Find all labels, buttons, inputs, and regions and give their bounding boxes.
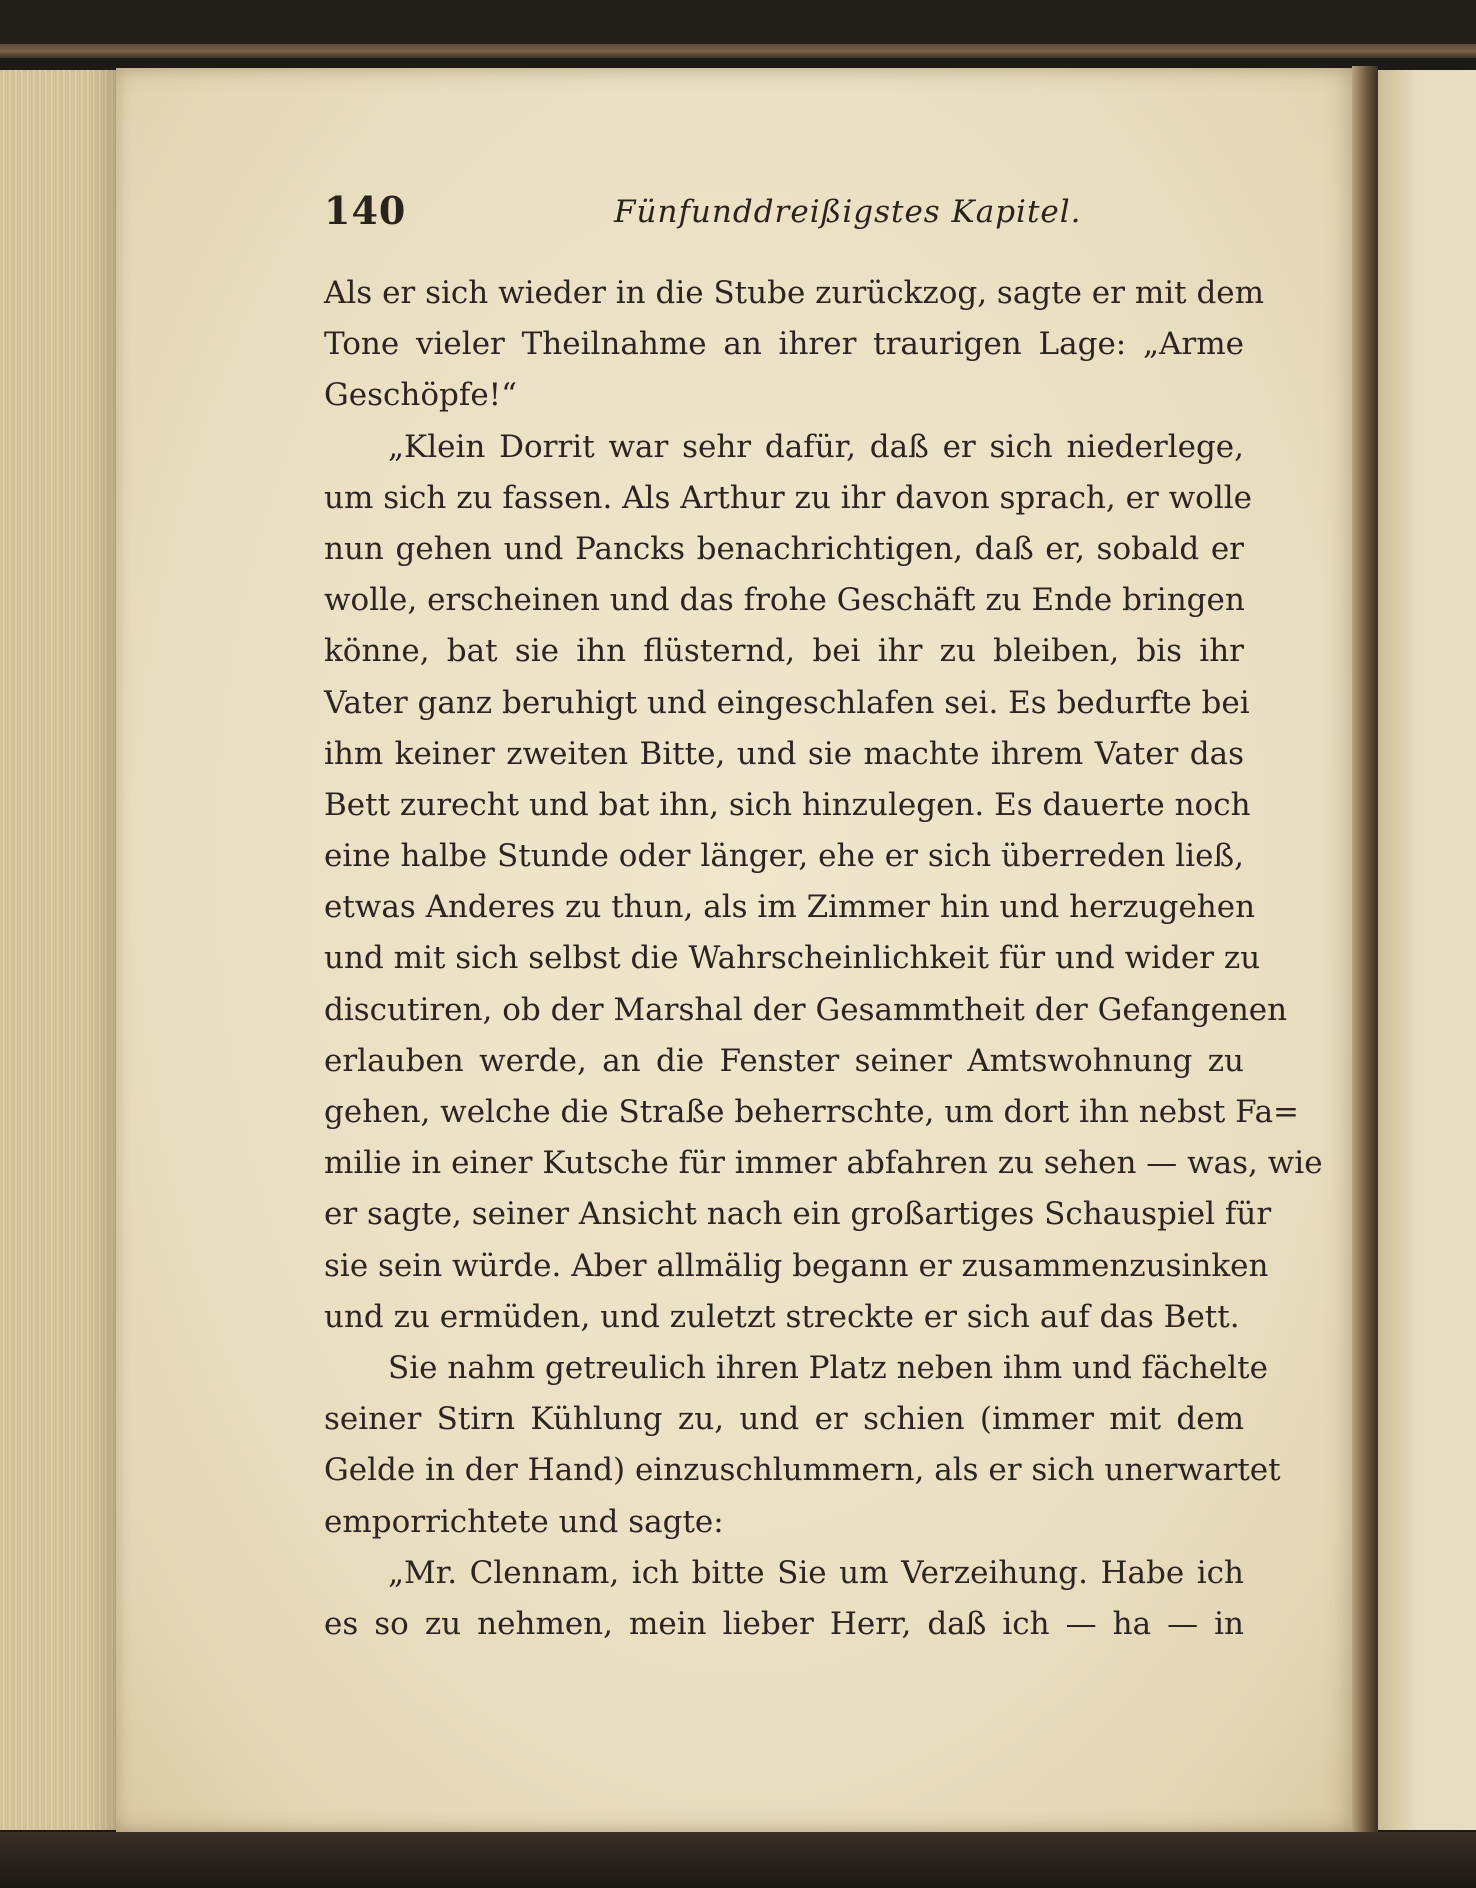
text-line: discutiren, ob der Marshal der Gesammtheit der Gefangenen — [324, 991, 1288, 1028]
text-line: emporrichtete und sagte: — [324, 1503, 724, 1540]
text-line: Sie nahm getreulich ihren Platz neben ihm und fächelte — [388, 1349, 1268, 1386]
page-number: 140 — [324, 188, 407, 233]
text-line: milie in einer Kutsche für immer abfahren zu sehen — was, wie — [324, 1145, 1323, 1182]
text-line: Bett zurecht und bat ihn, sich hinzulegen. Es dauerte noch — [324, 786, 1251, 823]
text-line: und zu ermüden, und zuletzt streckte er sich auf das Bett. — [324, 1298, 1240, 1335]
text-line: nun gehen und Pancks benachrichtigen, daß er, sobald er — [324, 530, 1244, 567]
text-line: Vater ganz beruhigt und eingeschlafen sei. Es bedurfte bei — [324, 684, 1250, 721]
text-line: es so zu nehmen, mein lieber Herr, daß ich — ha — in — [324, 1605, 1244, 1642]
text-line: Geschöpfe!“ — [324, 377, 517, 414]
text-line: sie sein würde. Aber allmälig begann er zusammenzusinken — [324, 1247, 1269, 1284]
book-gutter — [1352, 66, 1378, 1836]
book-cover-edge — [0, 44, 1476, 58]
facing-page-edge — [1378, 70, 1476, 1830]
text-line: seiner Stirn Kühlung zu, und er schien (immer mit dem — [324, 1401, 1244, 1438]
text-line: erlauben werde, an die Fenster seiner Amtswohnung zu — [324, 1042, 1244, 1079]
body-text — [324, 268, 1323, 1650]
text-line: etwas Anderes zu thun, als im Zimmer hin und herzugehen — [324, 889, 1256, 926]
text-line: er sagte, seiner Ansicht nach ein großartiges Schauspiel für — [324, 1196, 1272, 1233]
text-line: Gelde in der Hand) einzuschlummern, als er sich unerwartet — [324, 1452, 1281, 1489]
text-line: Als er sich wieder in die Stube zurückzog, sagte er mit dem — [324, 275, 1265, 311]
text-line: könne, bat sie ihn flüsternd, bei ihr zu bleiben, bis ihr — [324, 633, 1244, 670]
text-line: gehen, welche die Straße beherrschte, um dort ihn nebst Fa= — [324, 1094, 1300, 1130]
text-line: Tone vieler Theilnahme an ihrer traurigen Lage: „Arme — [324, 326, 1244, 363]
text-line: „Klein Dorrit war sehr dafür, daß er sich niederlege, — [388, 428, 1244, 465]
text-line: und mit sich selbst die Wahrscheinlichkeit für und wider zu — [324, 940, 1261, 977]
running-head: Fünfunddreißigstes Kapitel. — [614, 194, 1082, 230]
page-header — [324, 188, 1244, 238]
text-line: wolle, erscheinen und das frohe Geschäft zu Ende bringen — [324, 582, 1245, 619]
text-line: eine halbe Stunde oder länger, ehe er sich überreden ließ, — [324, 838, 1244, 875]
text-line: ihm keiner zweiten Bitte, und sie machte ihrem Vater das — [324, 735, 1244, 772]
book-bottom-edge — [0, 1832, 1476, 1888]
text-line: „Mr. Clennam, ich bitte Sie um Verzeihung. Habe ich — [388, 1554, 1244, 1591]
text-line: um sich zu fassen. Als Arthur zu ihr davon sprach, er wolle — [324, 479, 1253, 516]
